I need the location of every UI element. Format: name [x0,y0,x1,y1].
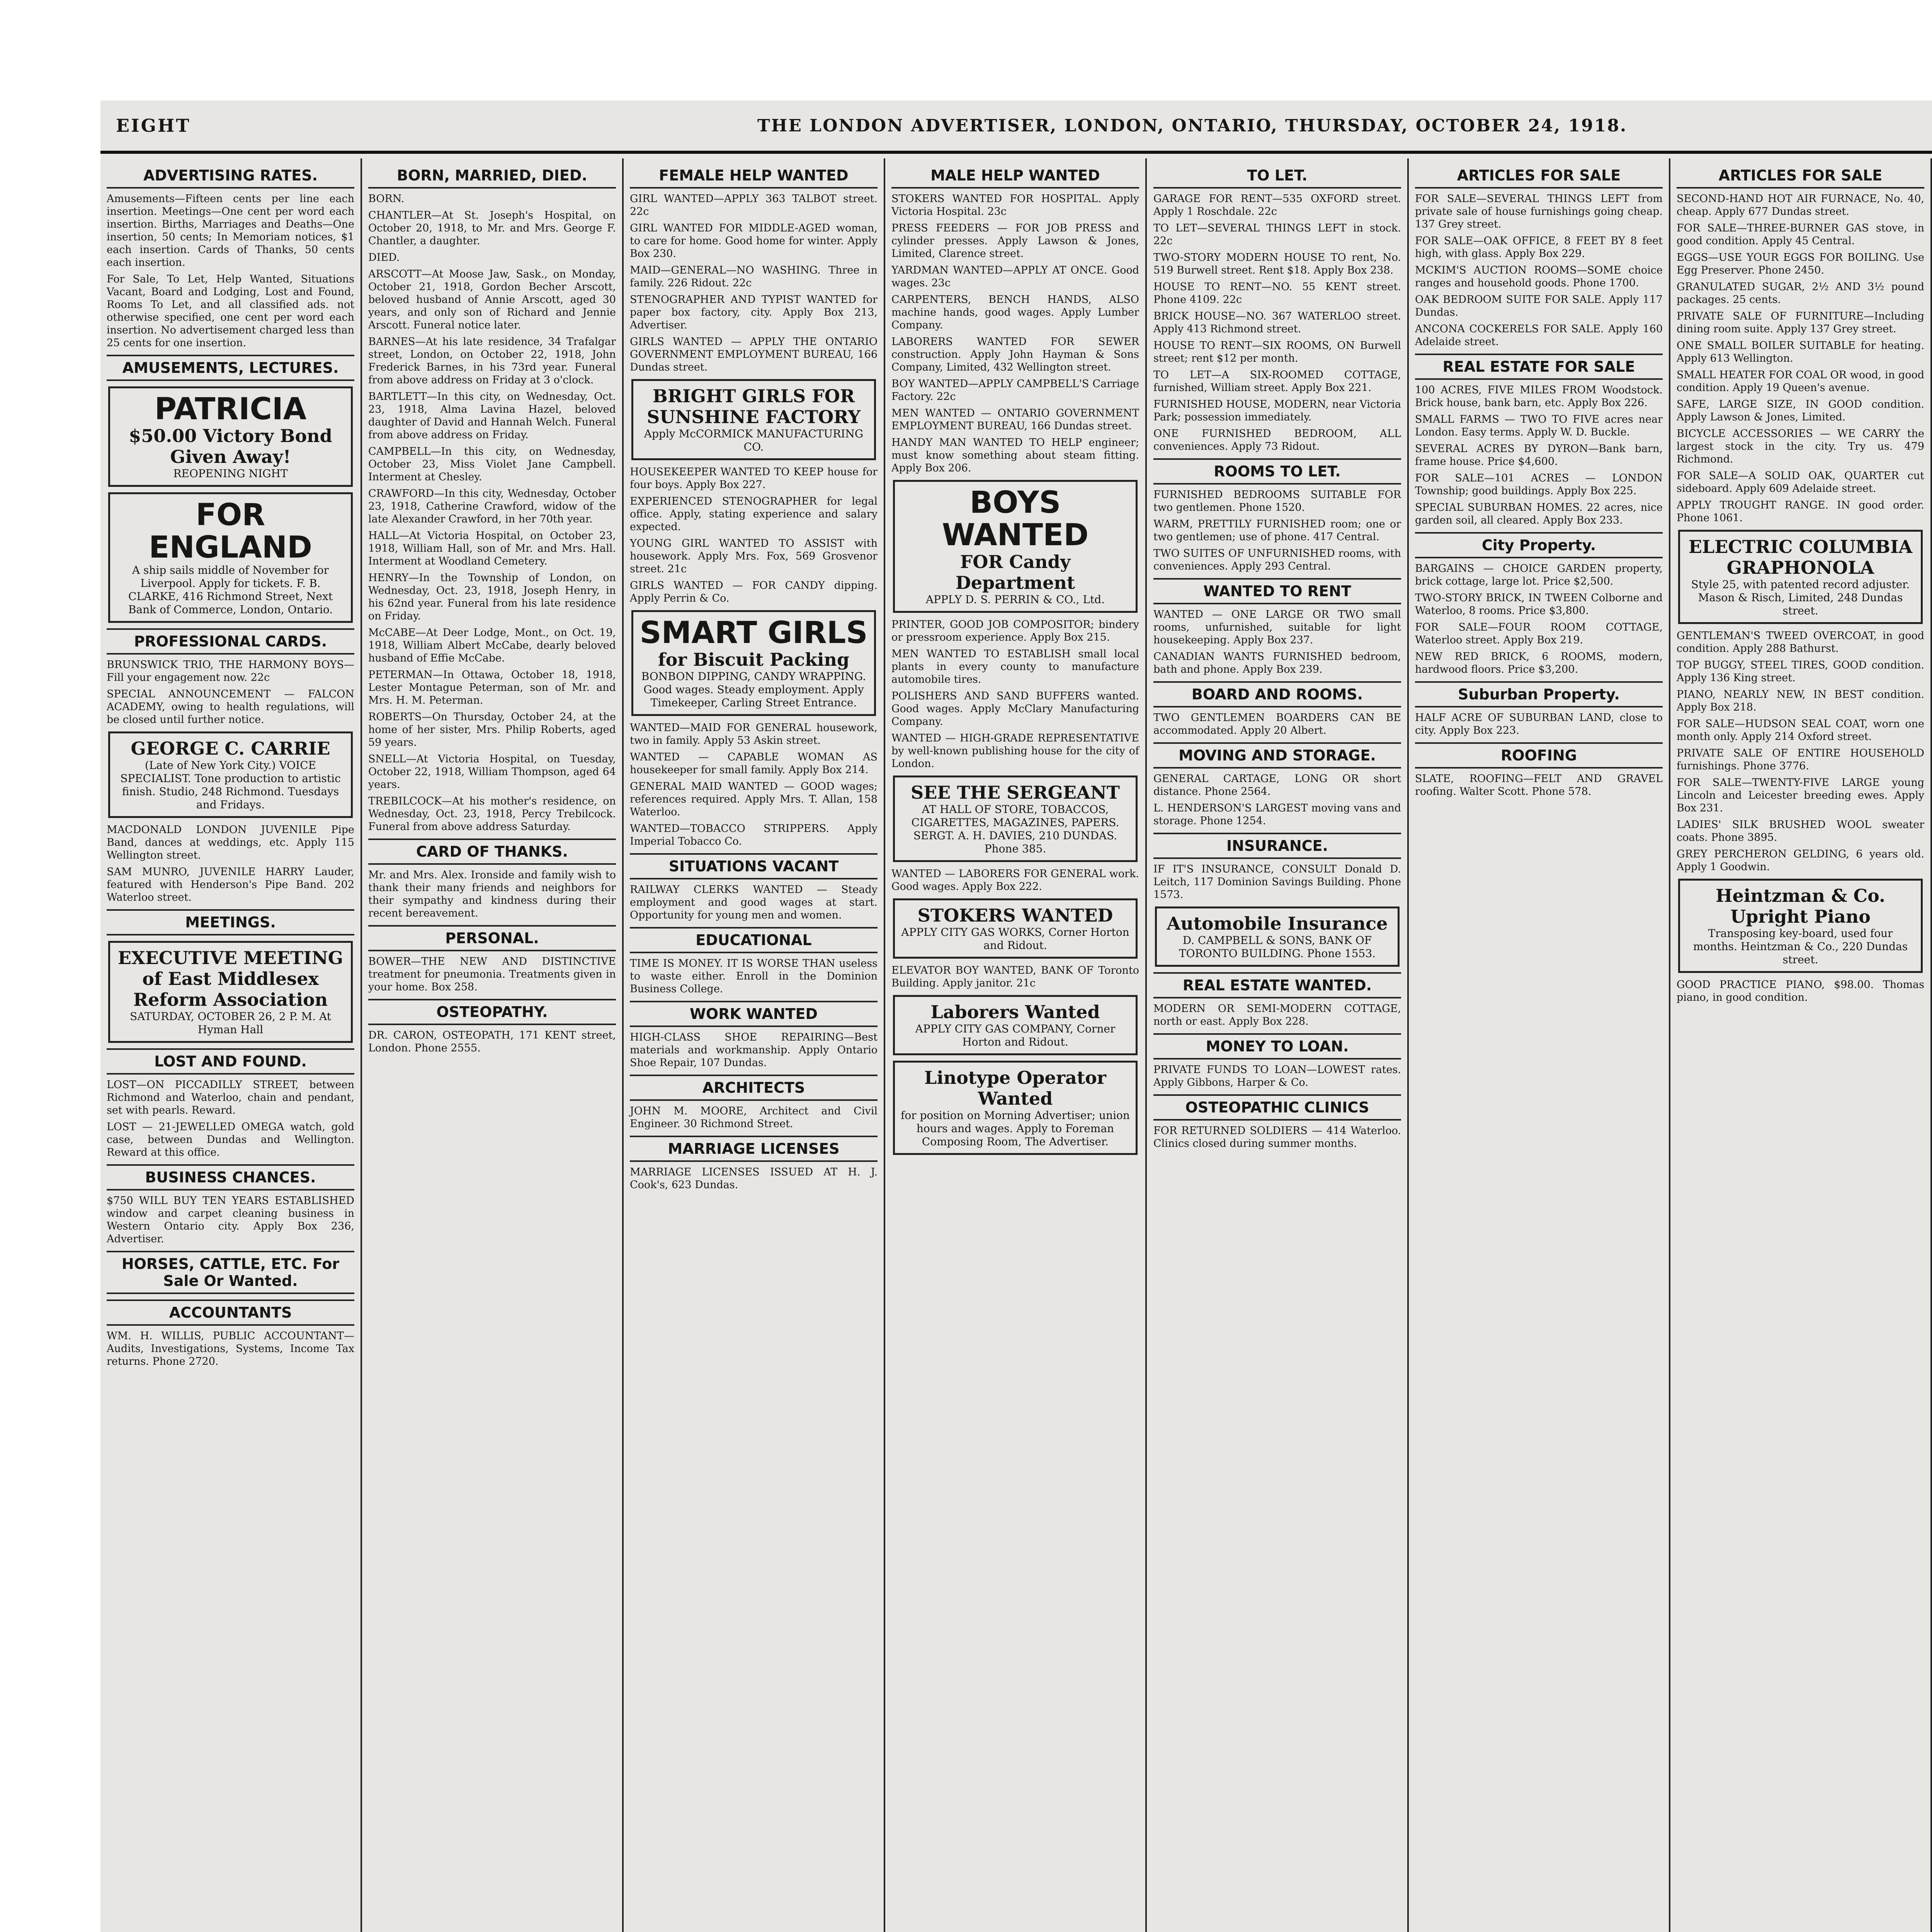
ad-sm-text: REOPENING NIGHT [173,467,288,480]
classified-ad-text: FOR SALE—OAK OFFICE, 8 FEET BY 8 feet high, with glass. Apply Box 229. [1415,235,1666,260]
classified-ad-text: BRUNSWICK TRIO, THE HARMONY BOYS—Fill your engagement now. 22c [107,659,354,684]
section-heading: FEMALE HELP WANTED [630,164,878,189]
classified-ad-text: GIRLS WANTED — APPLY THE ONTARIO GOVERNMENT EMPLOYMENT BUREAU, 166 Dundas street. [630,336,881,373]
classified-ad-text: TO LET—A SIX-ROOMED COTTAGE, furnished, William street. Apply Box 221. [1153,369,1405,394]
classified-ad-text: APPLY TROUGHT RANGE. IN good order. Phone 1061. [1677,499,1928,524]
classified-ad-text: TREBILCOCK—At his mother's residence, on Wednesday, Oct. 23, 1918, Percy Trebilcock. Funeral from above address Saturday. [368,795,619,833]
classified-ad-text: TIME IS MONEY. IT IS WORSE THAN useless to waste either. Enroll in the Dominion Business College. [630,957,881,995]
classified-ad-text: POLISHERS AND SAND BUFFERS wanted. Good wages. Apply McClary Manufacturing Company. [891,690,1143,728]
classified-ad-text: BOWER—THE NEW AND DISTINCTIVE treatment for pneumonia. Treatments given in your home. Box 258. [368,956,619,993]
classified-ad-text: WANTED — LABORERS FOR GENERAL work. Good wages. Apply Box 222. [891,868,1143,893]
ad-mid-text: ELECTRIC COLUMBIA GRAPHONOLA [1688,536,1913,578]
classified-ad-text: EXPERIENCED STENOGRAPHER for legal office. Apply, stating experience and salary expected. [630,495,881,533]
classified-ad-text: SAFE, LARGE SIZE, IN GOOD condition. Apply Lawson & Jones, Limited. [1677,398,1928,423]
classified-ad-text: FURNISHED BEDROOMS SUITABLE FOR two gentlemen. Phone 1520. [1153,489,1405,514]
classified-ad-text: RAILWAY CLERKS WANTED — Steady employment and good wages at start. Opportunity for young men and women. [630,884,881,921]
classified-ad-text: TO LET—SEVERAL THINGS LEFT in stock. 22c [1153,222,1405,247]
classified-ad-text: FOR RETURNED SOLDIERS — 414 Waterloo. Clinics closed during summer months. [1153,1125,1405,1150]
ad-sm-text: D. CAMPBELL & SONS, BANK OF TORONTO BUILDING. Phone 1553. [1179,934,1376,960]
classified-ad-text: PRESS FEEDERS — FOR JOB PRESS and cylinder presses. Apply Lawson & Jones, Limited, Clarence street. [891,222,1143,260]
section-heading: ARTICLES FOR SALE [1415,164,1663,189]
section-heading: WORK WANTED [630,1001,878,1027]
classified-ad-text: Amusements—Fifteen cents per line each insertion. Meetings—One cent per word each insertion. Births, Marriages and Deaths—One insertion, 50 cents; In Memoriam notices, $1 each insertion. Cards of Thanks, 50 cents each insertion. [107,193,358,269]
section-heading: AMUSEMENTS, LECTURES. [107,355,354,381]
classified-ad-text: EGGS—USE YOUR EGGS FOR BOILING. Use Egg Preserver. Phone 2450. [1677,252,1928,276]
classified-ad-text: FOR SALE—TWENTY-FIVE LARGE young Lincoln and Leicester breeding ewes. Apply Box 231. [1677,777,1928,814]
classified-ad-text: CARPENTERS, BENCH HANDS, ALSO machine hands, good wages. Apply Lumber Company. [891,294,1143,331]
display-advertisement [893,898,1138,959]
classified-ad-text: SMALL FARMS — TWO TO FIVE acres near London. Easy terms. Apply W. D. Buckle. [1415,413,1666,438]
classified-ad-text: For Sale, To Let, Help Wanted, Situations Vacant, Board and Lodging, Lost and Found, Rooms To Let, and all classified ads. not otherwise specified, one cent per word each insertion. No advertisement charged less than 25 cents for one insertion. [107,273,358,349]
classified-ad-text: PRIVATE SALE OF FURNITURE—Including dining room suite. Apply 137 Grey street. [1677,310,1928,335]
ad-sm-text: APPLY CITY GAS WORKS, Corner Horton and Ridout. [901,926,1129,952]
classified-ad-text: ANCONA COCKERELS FOR SALE. Apply 160 Adelaide street. [1415,323,1666,348]
section-heading: TO LET. [1153,164,1401,189]
classified-ad-text: SLATE, ROOFING—FELT AND GRAVEL roofing. Walter Scott. Phone 578. [1415,773,1666,798]
classified-ad-text: WANTED — CAPABLE WOMAN AS housekeeper for small family. Apply Box 214. [630,751,881,776]
classified-ad-text: MARRIAGE LICENSES ISSUED AT H. J. Cook's, 623 Dundas. [630,1166,881,1191]
ad-big-text: BOYS WANTED [942,485,1089,553]
classified-ad-text: LOST — 21-JEWELLED OMEGA watch, gold case, between Dundas and Wellington. Reward at this office. [107,1121,358,1158]
ad-sm-text: A ship sails middle of November for Liverpool. Apply for tickets. F. B. CLARKE, 416 Richmond Street, Next Bank of Commerce, London, Ontario. [128,564,333,616]
ad-mid-text: Automobile Insurance [1167,913,1388,934]
section-heading: HORSES, CATTLE, ETC. For Sale Or Wanted. [107,1251,354,1294]
newspaper-column [362,158,624,1932]
classified-ad-text: FOR SALE—A SOLID OAK, QUARTER cut sideboard. Apply 609 Adelaide street. [1677,470,1928,495]
newspaper-column [100,158,362,1932]
classified-ad-text: HALF ACRE OF SUBURBAN LAND, close to city. Apply Box 223. [1415,712,1666,736]
ad-mid-text: for Biscuit Packing [658,649,850,670]
section-heading: PROFESSIONAL CARDS. [107,628,354,655]
classified-ad-text: PETERMAN—In Ottawa, October 18, 1918, Lester Montague Peterman, son of Mr. and Mrs. H. M. Peterman. [368,669,619,706]
classified-ad-text: FURNISHED HOUSE, MODERN, near Victoria Park; possession immediately. [1153,398,1405,423]
classified-ad-text: L. HENDERSON'S LARGEST moving vans and storage. Phone 1254. [1153,802,1405,827]
ad-sm-text: for position on Morning Advertiser; union hours and wages. Apply to Foreman Composing Room, The Advertiser. [901,1109,1130,1148]
classified-ad-text: MCKIM'S AUCTION ROOMS—SOME choice ranges and household goods. Phone 1700. [1415,264,1666,289]
classified-ad-text: WANTED—TOBACCO STRIPPERS. Apply Imperial Tobacco Co. [630,823,881,847]
classified-ad-text: CHANTLER—At St. Joseph's Hospital, on October 20, 1918, to Mr. and Mrs. George F. Chantler, a daughter. [368,209,619,247]
classified-ad-text: HALL—At Victoria Hospital, on October 23, 1918, William Hall, son of Mr. and Mrs. Hall. Interment at Woodland Cemetery. [368,530,619,567]
display-advertisement [108,492,353,623]
section-heading: ACCOUNTANTS [107,1299,354,1326]
ad-big-text: SMART GIRLS [639,616,868,650]
masthead [100,100,1932,154]
ad-mid-text: GEORGE C. CARRIE [131,738,330,759]
section-heading: ARTICLES FOR SALE [1677,164,1924,189]
ad-mid-text: SEE THE SERGEANT [911,782,1120,803]
classified-ad-text: SMALL HEATER FOR COAL OR wood, in good condition. Apply 19 Queen's avenue. [1677,369,1928,394]
classified-ad-text: FOR SALE—101 ACRES — LONDON Township; good buildings. Apply Box 225. [1415,472,1666,497]
classified-ad-text: WANTED — ONE LARGE OR TWO small rooms, unfurnished, suitable for light housekeeping. Apply Box 237. [1153,609,1405,646]
classified-ad-text: GRANULATED SUGAR, 2½ AND 3½ pound packages. 25 cents. [1677,281,1928,306]
classified-ad-text: LABORERS WANTED FOR SEWER construction. Apply John Hayman & Sons Company, Limited, 432 Wellington street. [891,336,1143,373]
section-heading: MONEY TO LOAN. [1153,1033,1401,1060]
display-advertisement [1678,530,1923,624]
display-advertisement [1155,906,1400,967]
ad-sm-text: BONBON DIPPING, CANDY WRAPPING. Good wages. Steady employment. Apply Timekeeper, Carling Street Entrance. [641,670,866,709]
section-heading: REAL ESTATE WANTED. [1153,972,1401,998]
newspaper-column [885,158,1147,1932]
classified-ad-text: HANDY MAN WANTED TO HELP engineer; must know something about steam fitting. Apply Box 206. [891,437,1143,474]
classified-ad-text: SEVERAL ACRES BY DYRON—Bank barn, frame house. Price $4,600. [1415,443,1666,468]
newspaper-column [1147,158,1409,1932]
section-heading: OSTEOPATHY. [368,999,616,1025]
classified-ad-text: MEN WANTED TO ESTABLISH small local plants in every county to manufacture automobile tires. [891,648,1143,685]
section-heading: EDUCATIONAL [630,927,878,953]
classified-ad-text: SNELL—At Victoria Hospital, on Tuesday, October 22, 1918, William Thompson, aged 64 years. [368,753,619,791]
classified-ad-text: FOR SALE—SEVERAL THINGS LEFT from private sale of house furnishings going cheap. 137 Grey street. [1415,193,1666,230]
section-heading: ROOFING [1415,742,1663,769]
classified-ad-text: DR. CARON, OSTEOPATH, 171 KENT street, London. Phone 2555. [368,1029,619,1054]
classified-ad-text: BARTLETT—In this city, on Wednesday, Oct. 23, 1918, Alma Lavina Hazel, beloved daughter of David and Hannah Welch. Funeral from above address on Friday. [368,391,619,441]
classified-ad-text: GIRLS WANTED — FOR CANDY dipping. Apply Perrin & Co. [630,580,881,604]
ad-mid-text: Linotype Operator Wanted [924,1067,1107,1109]
section-heading: WANTED TO RENT [1153,578,1401,604]
display-advertisement [108,731,353,818]
section-heading: Suburban Property. [1415,681,1663,707]
classified-ad-text: GOOD PRACTICE PIANO, $98.00. Thomas piano, in good condition. [1677,979,1928,1003]
ad-sm-text: (Late of New York City.) VOICE SPECIALIST. Tone production to artistic finish. Studio, 248 Richmond. Tuesdays and Fridays. [120,759,341,811]
ad-mid-text: FOR Candy Department [955,551,1075,593]
classified-ad-text: GENERAL MAID WANTED — GOOD wages; references required. Apply Mrs. T. Allan, 158 Waterloo. [630,781,881,818]
classified-ad-text: MODERN OR SEMI-MODERN COTTAGE, north or east. Apply Box 228. [1153,1003,1405,1027]
section-heading: OSTEOPATHIC CLINICS [1153,1094,1401,1121]
classified-ad-text: BARNES—At his late residence, 34 Trafalgar street, London, on October 22, 1918, John Frederick Barnes, in his 73rd year. Funeral from above address on Friday at 3 o'clock. [368,336,619,386]
newspaper-page [100,100,1932,1932]
classified-ad-text: JOHN M. MOORE, Architect and Civil Engineer. 30 Richmond Street. [630,1105,881,1130]
classified-ad-text: FOR SALE—THREE-BURNER GAS stove, in good condition. Apply 45 Central. [1677,222,1928,247]
classified-ad-text: WANTED — HIGH-GRADE REPRESENTATIVE by well-known publishing house for the city of London. [891,732,1143,770]
classified-ad-text: 100 ACRES, FIVE MILES FROM Woodstock. Brick house, bank barn, etc. Apply Box 226. [1415,384,1666,409]
ad-mid-text: $50.00 Victory Bond Given Away! [129,425,332,467]
classified-ad-text: NEW RED BRICK, 6 ROOMS, modern, hardwood floors. Price $3,200. [1415,651,1666,675]
classified-ad-text: HOUSEKEEPER WANTED TO KEEP house for four boys. Apply Box 227. [630,466,881,491]
newspaper-column [1670,158,1932,1932]
classified-ad-text: BOY WANTED—APPLY CAMPBELL'S Carriage Factory. 22c [891,378,1143,403]
classified-ad-text: FOR SALE—HUDSON SEAL COAT, worn one month only. Apply 214 Oxford street. [1677,718,1928,743]
newspaper-column [1409,158,1670,1932]
classified-ad-text: ONE FURNISHED BEDROOM, ALL conveniences. Apply 73 Ridout. [1153,428,1405,452]
classified-ad-text: CAMPBELL—In this city, on Wednesday, October 23, Miss Violet Jane Campbell. Interment at Chesley. [368,446,619,483]
classified-ad-text: MACDONALD LONDON JUVENILE Pipe Band, dances at weddings, etc. Apply 115 Wellington street. [107,824,358,861]
section-heading: MALE HELP WANTED [891,164,1139,189]
classified-ad-text: GENTLEMAN'S TWEED OVERCOAT, in good condition. Apply 288 Bathurst. [1677,630,1928,655]
section-heading: INSURANCE. [1153,833,1401,859]
ad-mid-text: Heintzman & Co. Upright Piano [1716,885,1885,927]
ad-sm-text: APPLY D. S. PERRIN & CO., Ltd. [925,593,1105,606]
classified-ad-text: TWO-STORY BRICK, IN TWEEN Colborne and Waterloo, 8 rooms. Price $3,800. [1415,592,1666,617]
classified-ad-text: TWO-STORY MODERN HOUSE TO rent, No. 519 Burwell street. Rent $18. Apply Box 238. [1153,252,1405,276]
classified-ad-text: LOST—ON PICCADILLY STREET, between Richmond and Waterloo, chain and pendant, set with pearls. Reward. [107,1079,358,1116]
ad-sm-text: AT HALL OF STORE, TOBACCOS, CIGARETTES, MAGAZINES, PAPERS. SERGT. A. H. DAVIES, 210 DUNDAS. Phone 385. [911,803,1119,855]
section-heading: MOVING AND STORAGE. [1153,742,1401,769]
section-heading: REAL ESTATE FOR SALE [1415,354,1663,380]
classified-ad-text: SECOND-HAND HOT AIR FURNACE, No. 40, cheap. Apply 677 Dundas street. [1677,193,1928,218]
section-heading: MEETINGS. [107,909,354,935]
classified-ad-text: PIANO, NEARLY NEW, IN BEST condition. Apply Box 218. [1677,689,1928,713]
display-advertisement [108,941,353,1043]
section-heading: City Property. [1415,532,1663,558]
classified-ad-text: $750 WILL BUY TEN YEARS ESTABLISHED window and carpet cleaning business in Western Ontario city. Apply Box 236, Advertiser. [107,1195,358,1245]
classified-ad-text: McCABE—At Deer Lodge, Mont., on Oct. 19, 1918, William Albert McCabe, dearly beloved husband of Effie McCabe. [368,627,619,664]
section-heading: CARD OF THANKS. [368,838,616,865]
classified-ad-text: MAID—GENERAL—NO WASHING. Three in family. 226 Ridout. 22c [630,264,881,289]
ad-sm-text: APPLY CITY GAS COMPANY, Corner Horton and Ridout. [915,1022,1116,1048]
section-heading: BORN, MARRIED, DIED. [368,164,616,189]
classified-ad-text: WANTED—MAID FOR GENERAL housework, two in family. Apply 53 Askin street. [630,722,881,747]
ad-mid-text: STOKERS WANTED [917,905,1113,926]
section-heading: ARCHITECTS [630,1075,878,1101]
classified-ad-text: BARGAINS — CHOICE GARDEN property, brick cottage, large lot. Price $2,500. [1415,563,1666,587]
classified-ad-text: SPECIAL ANNOUNCEMENT — FALCON ACADEMY, owing to health regulations, will be closed until further notice. [107,688,358,726]
classified-ad-text: ROBERTS—On Thursday, October 24, at the home of her sister, Mrs. Philip Roberts, aged 59 years. [368,711,619,748]
ad-big-text: FOR ENGLAND [149,498,312,565]
classified-ad-text: HENRY—In the Township of London, on Wednesday, Oct. 23, 1918, Joseph Henry, in his 62nd year. Funeral from his late residence on Friday. [368,572,619,622]
classified-ad-text: GIRL WANTED FOR MIDDLE-AGED woman, to care for home. Good home for winter. Apply Box 230. [630,222,881,260]
section-heading: PERSONAL. [368,925,616,951]
classified-ad-text: ARSCOTT—At Moose Jaw, Sask., on Monday, October 21, 1918, Gordon Becher Arscott, beloved husband of Annie Arscott, aged 30 years, and only son of Richard and Jennie Arscott. Funeral notice later. [368,268,619,331]
section-heading: BUSINESS CHANCES. [107,1164,354,1190]
section-heading: ROOMS TO LET. [1153,458,1401,485]
ad-sm-text: Transposing key-board, used four months. Heintzman & Co., 220 Dundas street. [1693,927,1908,966]
ad-sm-text: Apply McCORMICK MANUFACTURING CO. [644,427,864,453]
classified-ad-text: SAM MUNRO, JUVENILE HARRY Lauder, featured with Henderson's Pipe Band. 202 Waterloo street. [107,866,358,903]
classified-ad-text: DIED. [368,252,400,264]
classified-ad-text: MEN WANTED — ONTARIO GOVERNMENT EMPLOYMENT BUREAU, 166 Dundas street. [891,407,1143,432]
display-advertisement [893,995,1138,1055]
classified-ad-text: LADIES' SILK BRUSHED WOOL sweater coats. Phone 3895. [1677,819,1928,844]
classified-ad-text: BICYCLE ACCESSORIES — WE CARRY the largest stock in the city. Try us. 479 Richmond. [1677,428,1928,465]
classified-ad-text: IF IT'S INSURANCE, CONSULT Donald D. Leitch, 117 Dominion Savings Building. Phone 1573. [1153,863,1405,901]
classified-ad-text: HOUSE TO RENT—SIX ROOMS, ON Burwell street; rent $12 per month. [1153,340,1405,364]
display-advertisement [1678,879,1923,973]
classified-ad-text: OAK BEDROOM SUITE FOR SALE. Apply 117 Dundas. [1415,294,1666,318]
section-heading: ADVERTISING RATES. [107,164,354,189]
section-heading: LOST AND FOUND. [107,1048,354,1075]
classified-ad-text: PRIVATE SALE OF ENTIRE HOUSEHOLD furnishings. Phone 3776. [1677,747,1928,772]
classified-ad-text: HOUSE TO RENT—NO. 55 KENT street. Phone 4109. 22c [1153,281,1405,306]
classified-ad-text: WARM, PRETTILY FURNISHED room; one or two gentlemen; use of phone. 417 Central. [1153,518,1405,543]
ad-mid-text: BRIGHT GIRLS FOR SUNSHINE FACTORY [647,386,861,427]
classified-ad-text: HIGH-CLASS SHOE REPAIRING—Best materials and workmanship. Apply Ontario Shoe Repair, 107 Dundas. [630,1031,881,1069]
classified-ad-text: BRICK HOUSE—NO. 367 WATERLOO street. Apply 413 Richmond street. [1153,310,1405,335]
section-heading: BOARD AND ROOMS. [1153,681,1401,707]
classified-ad-text: ONE SMALL BOILER SUITABLE for heating. Apply 613 Wellington. [1677,340,1928,364]
ad-big-text: PATRICIA [154,392,307,427]
classified-ad-text: YOUNG GIRL WANTED TO ASSIST with housework. Apply Mrs. Fox, 569 Grosvenor street. 21c [630,537,881,575]
page-number: EIGHT [116,115,191,136]
classified-ad-text: TOP BUGGY, STEEL TIRES, GOOD condition. Apply 136 King street. [1677,659,1928,684]
classified-ad-text: BORN. [368,193,405,205]
classified-ad-text: YARDMAN WANTED—APPLY AT ONCE. Good wages. 23c [891,264,1143,289]
classified-ad-text: GIRL WANTED—APPLY 363 TALBOT street. 22c [630,193,881,218]
classified-ad-text: STOKERS WANTED FOR HOSPITAL. Apply Victoria Hospital. 23c [891,193,1143,218]
display-advertisement [893,776,1138,862]
classified-ad-text: GREY PERCHERON GELDING, 6 years old. Apply 1 Goodwin. [1677,848,1928,873]
display-advertisement [631,610,876,716]
classified-ad-text: STENOGRAPHER AND TYPIST WANTED for paper box factory, city. Apply Box 213, Advertiser. [630,294,881,331]
classified-ad-text: GENERAL CARTAGE, LONG OR short distance. Phone 2564. [1153,773,1405,798]
display-advertisement [893,1061,1138,1155]
classified-ad-text: ELEVATOR BOY WANTED, BANK OF Toronto Building. Apply janitor. 21c [891,964,1143,989]
classified-ad-text: PRINTER, GOOD JOB COMPOSITOR; bindery or pressroom experience. Apply Box 215. [891,619,1143,643]
classified-ad-text: CRAWFORD—In this city, Wednesday, October 23, 1918, Catherine Crawford, widow of the late Alexander Crawford, in her 70th year. [368,488,619,525]
display-advertisement [893,480,1138,613]
classified-ad-text: Mr. and Mrs. Alex. Ironside and family wish to thank their many friends and neighbors for their sympathy and kindness during their recent bereavement. [368,869,619,919]
ad-mid-text: Laborers Wanted [930,1002,1100,1022]
ad-mid-text: EXECUTIVE MEETING of East Middlesex Reform Association [117,947,344,1010]
classified-ad-text: WM. H. WILLIS, PUBLIC ACCOUNTANT—Audits, Investigations, Systems, Income Tax returns. Phone 2720. [107,1330,358,1367]
newspaper-title: THE LONDON ADVERTISER, LONDON, ONTARIO, THURSDAY, OCTOBER 24, 1918. [757,116,1628,136]
classified-ad-text: TWO GENTLEMEN BOARDERS CAN BE accommodated. Apply 20 Albert. [1153,712,1405,736]
classified-ad-text: FOR SALE—FOUR ROOM COTTAGE, Waterloo street. Apply Box 219. [1415,621,1666,646]
classified-ad-text: GARAGE FOR RENT—535 OXFORD street. Apply 1 Roschdale. 22c [1153,193,1405,218]
newspaper-column [624,158,885,1932]
classified-ad-text: TWO SUITES OF UNFURNISHED rooms, with conveniences. Apply 293 Central. [1153,548,1405,572]
display-advertisement [108,386,353,487]
classified-ad-text: PRIVATE FUNDS TO LOAN—LOWEST rates. Apply Gibbons, Harper & Co. [1153,1064,1405,1088]
ad-sm-text: Style 25, with patented record adjuster. Mason & Risch, Limited, 248 Dundas street. [1691,578,1910,617]
section-heading: SITUATIONS VACANT [630,853,878,879]
classified-ad-text: SPECIAL SUBURBAN HOMES. 22 acres, nice garden soil, all cleared. Apply Box 233. [1415,502,1666,526]
display-advertisement [631,379,876,460]
classified-ad-text: CANADIAN WANTS FURNISHED bedroom, bath and phone. Apply Box 239. [1153,651,1405,675]
section-heading: MARRIAGE LICENSES [630,1136,878,1162]
ad-sm-text: SATURDAY, OCTOBER 26, 2 P. M. At Hyman Hall [129,1010,331,1036]
